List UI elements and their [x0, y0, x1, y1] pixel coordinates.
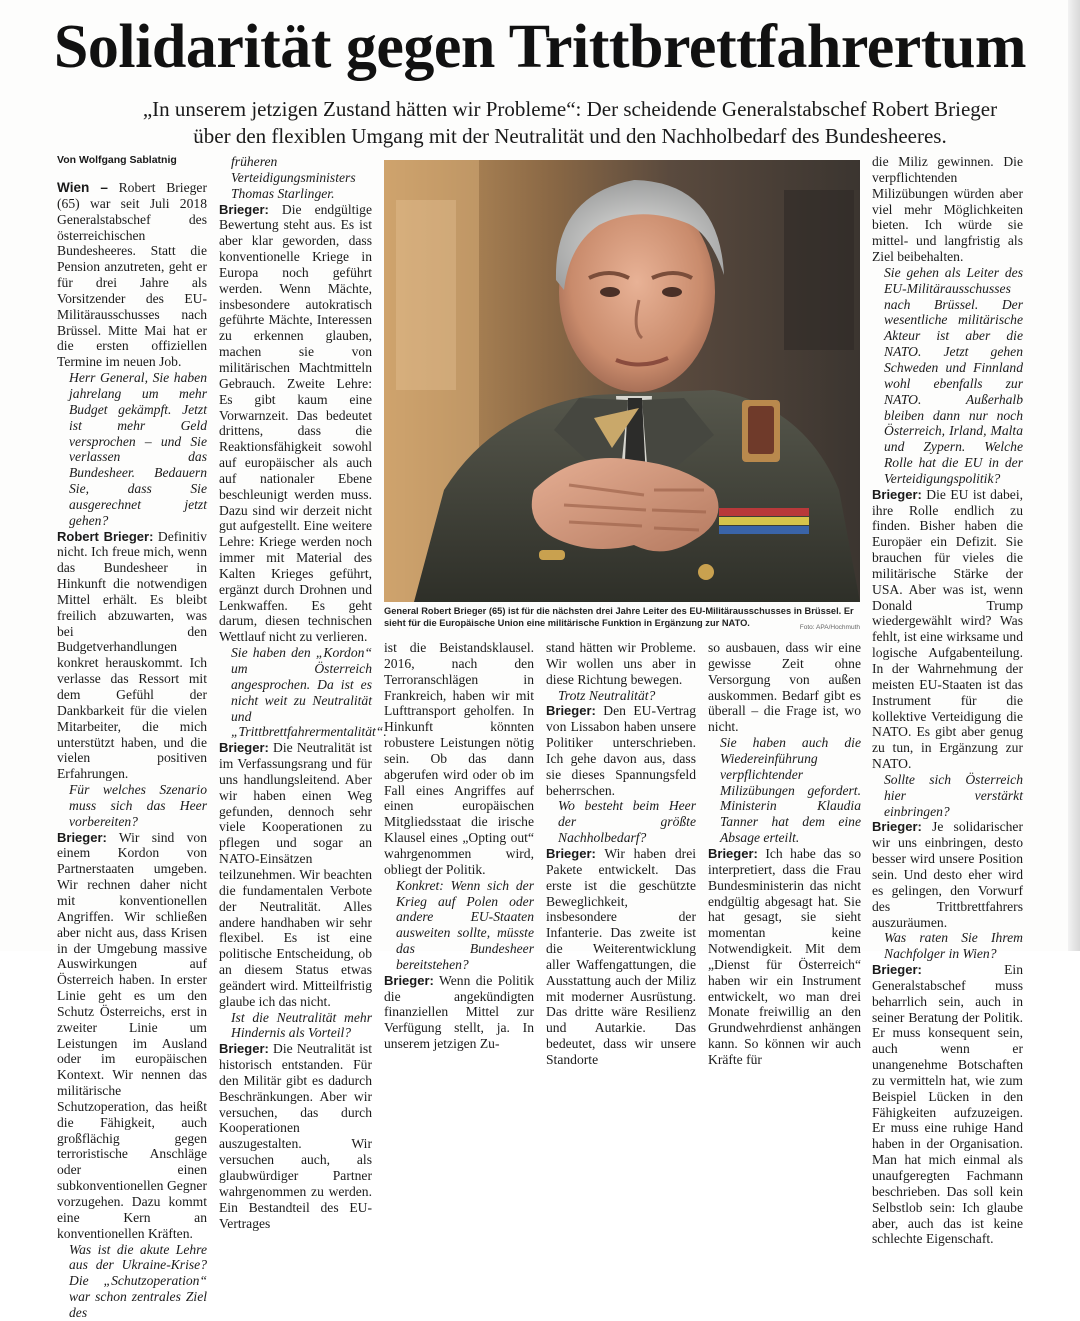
answer-text: Den EU-Vertrag von Lissabon haben unsere Politiker unterschrieben. Ich gehe davon aus, dass sie dieses Spannungsfeld beherrschen.	[546, 703, 696, 798]
question: Sie gehen als Leiter des EU-Militärausschusses nach Brüssel. Der wesentliche militärische Akteur ist aber die NATO. Jetzt gehen Schweden und Finnland wohl ebenfalls zur NATO. Außerhalb bleiben dann nur noch Österreich, Irland, Malta und Zypern. Welche Rolle hat die EU in der Verteidigungspolitik?	[884, 264, 1023, 486]
headline: Solidarität gegen Trittbrettfahrertum	[53, 13, 1027, 81]
question: Sollte sich Österreich hier verstärkt einbringen?	[884, 771, 1023, 819]
answer	[708, 846, 861, 1068]
deck: „In unserem jetzigen Zustand hätten wir Probleme“: Der scheidende Generalstabschef Robert Brieger über den flexiblen Umgang mit der Neutralität und den Nachholbedarf des Bundesheeres.	[142, 97, 998, 148]
answer-continued: ist die Beistandsklausel. 2016, nach den Terroranschlägen in Frankreich, haben wir mit Lufttransport geholfen. In Hinkunft könnten robustere Leistungen nötig sein. Ob das dann abgerufen wird oder ob im Fall eines Angriffes auf einen europäischen Mitgliedsstaat die irische Klausel eines „Opting out“ wahrgenommen wird, obliegt der Politik.	[384, 640, 534, 877]
question: Sie haben auch die Wiedereinführung verpflichtender Milizübungen gefordert. Ministerin Klaudia Tanner hat dem eine Absage erteilt.	[720, 735, 861, 846]
speaker-label: Brieger:	[546, 703, 596, 719]
question: Trotz Neutralität?	[558, 687, 656, 703]
portrait-photo	[384, 160, 860, 602]
byline: Von Wolfgang Sablatnig	[57, 154, 177, 166]
portrait-illustration	[384, 160, 860, 602]
column-3	[384, 640, 534, 1052]
answer	[219, 740, 372, 1009]
page-edge	[1068, 0, 1080, 951]
question: Was ist die akute Lehre aus der Ukraine-Krise? Die „Schutzoperation“ war schon zentrales Ziel des	[69, 1241, 207, 1320]
lead-place: Wien –	[57, 180, 108, 195]
answer-text: Die EU ist dabei, ihre Rolle endlich zu finden. Bisher haben die Europäer ein Defizit. Sie brauchen für vieles die militärische Stärke der USA. Aber was ist, wenn Donald Trump wiedergewählt wird? Was fehlt, ist eine wirksame und logische Aufgabenteilung. In der Wahrnehmung der meisten EU-Staaten ist das Instrument für die kollektive Verteidigung die NATO. Es gibt aber genug zu tun, in Ergänzung zur NATO.	[872, 486, 1024, 772]
speaker-label: Brieger:	[219, 740, 269, 756]
answer-text: Die Neutralität ist historisch entstanden. Für den Militär gibt es dadurch Beschränkungen. Aber wir versuchen, das durch Kooperationen auszugestalten. Wir versuchen auch, als glaubwürdiger Partner wahrgenommen zu werden. Ein Bestandteil des EU-Vertrages	[219, 1041, 372, 1231]
answer	[546, 846, 696, 1068]
speaker-label: Brieger:	[546, 845, 596, 861]
answer-text: Je solidarischer wir uns einbringen, desto besser wird unsere Position sein. Und desto eher wird es gelingen, den Vorwurf des Trittbrettfahrers auszuräumen.	[872, 819, 1023, 930]
answer	[546, 703, 696, 798]
question: Für welches Szenario muss sich das Heer vorbereiten?	[69, 782, 207, 829]
question-continued: früheren Verteidigungsministers Thomas Starlinger.	[231, 154, 356, 201]
column-1	[57, 154, 207, 1320]
lead-paragraph	[57, 180, 207, 370]
speaker-label: Brieger:	[384, 972, 434, 988]
column-5	[708, 640, 861, 1067]
answer-continued: stand hätten wir Probleme. Wir wollen uns aber in diese Richtung bewegen.	[546, 640, 696, 687]
column-2	[219, 154, 387, 1231]
answer-text: Ein Generalstabschef muss beharrlich sein, auch in seiner Beratung der Politik. Er muss konsequent sein, auch wenn er unangenehme Botschaften zu vermitteln hat, wie zum Beispiel Lücken in den Fähigkeiten aufzuzeigen. Er muss eine ruhige Hand haben in der Organisation. Man hat mich einmal als unaufgeregten Fachmann beschrieben. Das soll kein Selbstlob sein: Ich glaube aber, auch das ist keine schlechte Eigenschaft.	[872, 962, 1023, 1247]
photo-credit: Foto: APA/Hochmuth	[799, 624, 860, 631]
answer	[384, 973, 534, 1052]
speaker-label: Brieger:	[872, 486, 922, 502]
answer-text: Wenn die Politik die angekündigten finanziellen Mittel zur Verfügung stellt, ja. In unserem jetzigen Zu-	[384, 972, 534, 1052]
question: Sie haben den „Kordon“ um Österreich angesprochen. Da ist es nicht weit zu Neutralität und „Trittbrettfahrermentalität“.	[231, 645, 387, 740]
question: Wo besteht beim Heer der größte Nachholbedarf?	[558, 798, 696, 846]
answer-continued: so ausbauen, dass wir eine gewisse Zeit ohne Versorgung von außen auskommen. Bedarf gibt es überall – die Frage ist, wo nicht.	[708, 640, 861, 735]
answer	[872, 487, 1023, 772]
speaker-label: Brieger:	[219, 1041, 269, 1057]
photo-caption: General Robert Brieger (65) ist für die nächsten drei Jahre Leiter des EU-Militärausschusses in Brüssel. Er sieht für die Europäische Union eine militärische Funktion in Ergänzung zur NATO.	[384, 606, 854, 628]
answer-continued: die Miliz gewinnen. Die verpflichtenden Milizübungen würden aber viel mehr Möglichkeiten bieten. Ich würde sie mittel- und langfristig als Ziel beibehalten.	[872, 154, 1023, 265]
column-6	[872, 154, 1024, 1247]
speaker-label: Brieger:	[872, 819, 922, 835]
column-4	[546, 640, 697, 1067]
answer-text: Die Neutralität ist im Verfassungsrang und für uns handlungsleitend. Aber wir haben einen Weg gefunden, dennoch sehr viele Kooperationen zu pflegen und sogar an NATO-Einsätzen teilzunehmen. Wir beachten die fundamentalen Verbote der Neutralität. Alles andere handhaben wir sehr flexibel. Es ist eine politische Entscheidung, ob an diesem Status etwas geändert wird. Mitteilfristig glaube ich das nicht.	[219, 740, 372, 1009]
answer	[219, 202, 372, 646]
question: Herr General, Sie haben jahrelang um mehr Budget gekämpft. Jetzt ist mehr Geld versprochen – und Sie verlassen das Bundesheer. Bedauern Sie, dass Sie ausgerechnet jetzt gehen?	[69, 370, 207, 528]
answer	[57, 529, 207, 783]
speaker-label: Brieger:	[57, 829, 107, 845]
answer	[872, 962, 1023, 1247]
answer	[219, 1041, 372, 1231]
question: Was raten Sie Ihrem Nachfolger in Wien?	[884, 930, 1023, 962]
question: Konkret: Wenn sich der Krieg auf Polen oder andere EU-Staaten ausweiten sollte, müsste das Bundesheer bereitstehen?	[396, 877, 534, 972]
answer-text: Wir haben drei Pakete entwickelt. Das erste ist die geschützte Beweglichkeit, insbesondere der Infanterie. Das zweite ist die Weiterentwicklung aller Waffengattungen, die Ausstattung auch der Miliz mit moderner Ausrüstung. Das dritte wäre Resilienz und Autarkie. Das bedeutet, dass wir unsere Standorte	[546, 845, 697, 1067]
speaker-label: Robert Brieger:	[57, 528, 154, 544]
speaker-label: Brieger:	[219, 201, 269, 217]
lead-text: Robert Brieger (65) war seit Juli 2018 Generalstabschef des österreichischen Bundesheeres. Statt die Pension anzutreten, geht er für drei Jahre als Vorsitzender des EU-Militärausschusses nach Brüssel. Mitte Mai hat er die ersten offiziellen Termine im neuen Job.	[57, 180, 207, 370]
speaker-label: Brieger:	[708, 845, 758, 861]
answer-text: Die endgültige Bewertung steht aus. Es ist aber klar geworden, dass konventionelle Kriege in Europa noch geführt werden. Wenn Mächte, insbesondere autokratisch geführte Mächte, Interessen zu erkennen glauben, machen sie von militärischen Machtmitteln Gebrauch. Zweite Lehre: Es gibt kaum eine Vorwarnzeit. Das bedeutet drittens, dass die Reaktionsfähigkeit sowohl auf europäischer als auch auf nationaler Ebene beschleunigt werden muss. Dazu sind wir derzeit nicht gut aufgestellt. Eine weitere Lehre: Kriege werden noch immer mit Material des Kalten Krieges geführt, ergänzt durch Drohnen und Lenkwaffen. Es geht darum, diesen technischen Wettlauf nicht zu verlieren.	[219, 201, 372, 645]
answer	[872, 819, 1023, 930]
answer-text: Ich habe das so interpretiert, dass die Frau Bundesministerin das nicht endgültig abgesagt hat. Sie hat gesagt, sie sieht momentan keine Notwendigkeit. Mit dem „Dienst für Österreich“ haben wir ein Instrument entwickelt, wo man drei Monate freiwillig an den Grundwehrdienst anhängen kann. So können wir auch Kräfte für	[708, 845, 861, 1067]
answer-text: Definitiv nicht. Ich freue mich, wenn das Bundesheer in Hinkunft die notwendigen Mittel erhält. Es bleibt freilich abzuwarten, was bei den Budgetverhandlungen konkret herauskommt. Ich verlasse das Ressort mit dem Gefühl der Dankbarkeit für die vielen Mitarbeiter, die mich unterstützt haben, und die vielen positiven Erfahrungen.	[57, 528, 207, 782]
question: Ist die Neutralität mehr Hindernis als Vorteil?	[231, 1009, 372, 1041]
answer	[57, 830, 207, 1242]
speaker-label: Brieger:	[872, 962, 922, 978]
answer-text: Wir sind von einem Kordon von Partnerstaaten umgeben. Wir rechnen daher nicht mit konventionellen Angriffen. Wir schließen aber nicht aus, dass Krisen in der Umgebung massive Auswirkungen auf Österreich haben. In erster Linie geht es um den Schutz Österreichs, erst in zweiter Linie um Leistungen im Ausland oder im europäischen Kontext. Wir nennen das militärische Schutzoperation, das heißt die Fähigkeit, auch großflächig gegen terroristische Anschläge oder einen subkonventionellen Gegner vorzugehen. Dazu kommt eine Kern an konventionellen Kräften.	[57, 829, 207, 1241]
